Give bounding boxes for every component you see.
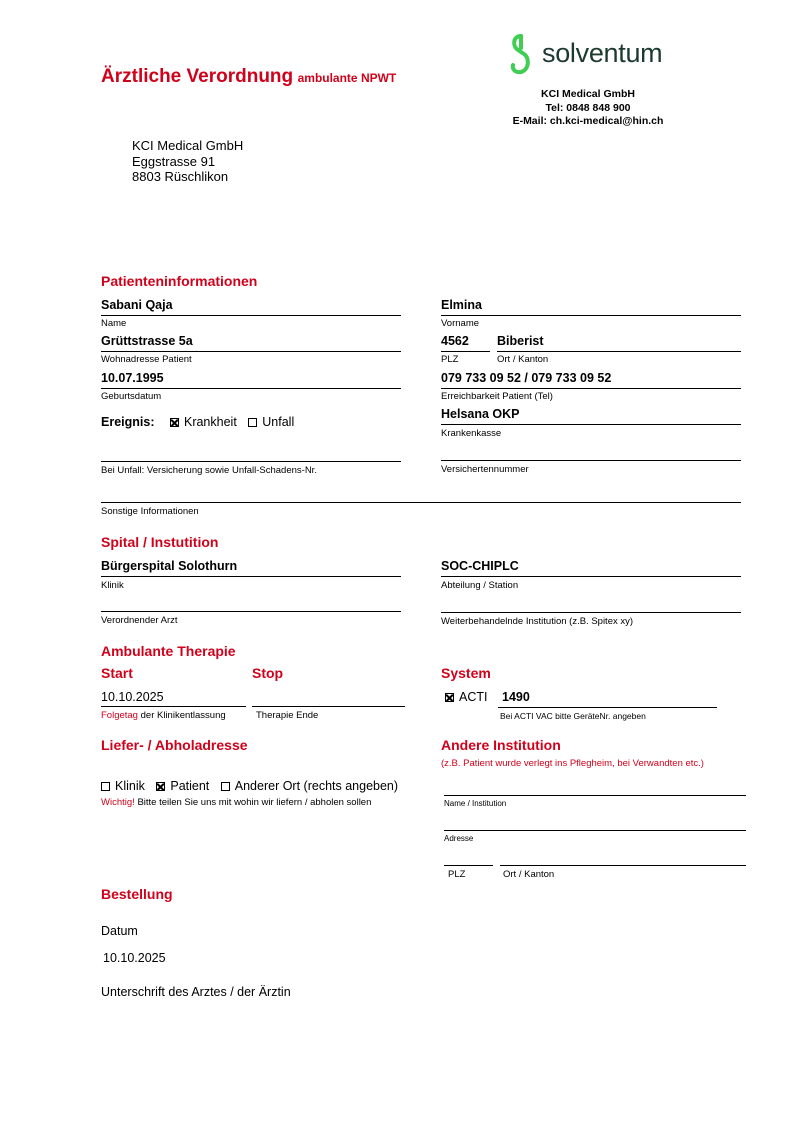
klinik-label: Klinik bbox=[101, 580, 124, 591]
abteilung-value[interactable]: SOC-CHIPLC bbox=[441, 559, 519, 573]
start-label: Start bbox=[101, 665, 133, 681]
patient-vorname-value[interactable]: Elmina bbox=[441, 298, 482, 312]
stop-input-line[interactable] bbox=[252, 706, 405, 707]
document-title: Ärztliche Verordnung bbox=[101, 66, 294, 87]
andere-ort-input-line[interactable] bbox=[500, 865, 746, 866]
divider bbox=[441, 315, 741, 316]
patient-ort-label: Ort / Kanton bbox=[497, 354, 549, 365]
unfall-label: Bei Unfall: Versicherung sowie Unfall-Schadens-Nr. bbox=[101, 465, 317, 476]
recipient-line3: 8803 Rüschlikon bbox=[132, 169, 229, 184]
versicherten-label: Versichertennummer bbox=[441, 464, 529, 475]
klinik-value[interactable]: Bürgerspital Solothurn bbox=[101, 559, 238, 573]
company-name: KCI Medical GmbH bbox=[541, 88, 635, 100]
checkbox-checked-icon[interactable] bbox=[445, 693, 454, 702]
sonstige-input-line[interactable] bbox=[101, 502, 741, 503]
weiter-label: Weiterbehandelnde Institution (z.B. Spitex xy) bbox=[441, 616, 634, 627]
section-patient: Patienteninformationen bbox=[101, 273, 258, 289]
liefer-patient-label: Patient bbox=[170, 779, 210, 793]
section-spital: Spital / Instutition bbox=[101, 534, 219, 550]
abteilung-label: Abteilung / Station bbox=[441, 580, 519, 591]
wichtig-text: Bitte teilen Sie uns mit wohin wir liefern / abholen sollen bbox=[137, 797, 372, 808]
divider bbox=[101, 351, 401, 352]
andere-note: (z.B. Patient wurde verlegt ins Pflegheim, bei Verwandten etc.) bbox=[441, 758, 704, 769]
checkbox-checked-icon[interactable] bbox=[170, 418, 179, 427]
therapie-ende-label: Therapie Ende bbox=[256, 710, 319, 721]
patient-phone-value[interactable]: 079 733 09 52 / 079 733 09 52 bbox=[441, 371, 612, 385]
patient-address-label: Wohnadresse Patient bbox=[101, 354, 192, 365]
andere-adresse-label: Adresse bbox=[444, 834, 474, 843]
company-phone: Tel: 0848 848 900 bbox=[545, 101, 631, 114]
divider bbox=[101, 706, 246, 707]
event-unfall-option[interactable] bbox=[248, 415, 294, 429]
divider bbox=[101, 315, 401, 316]
datum-value[interactable]: 10.10.2025 bbox=[103, 951, 166, 965]
arzt-input-line[interactable] bbox=[101, 611, 401, 612]
divider bbox=[441, 576, 741, 577]
event-row bbox=[101, 415, 294, 429]
krankenkasse-label: Krankenkasse bbox=[441, 428, 502, 439]
system-note: Bei ACTI VAC bitte GeräteNr. angeben bbox=[500, 711, 646, 721]
section-bestellung: Bestellung bbox=[101, 886, 173, 902]
wichtig-note bbox=[101, 797, 371, 808]
folgetag-red: Folgetag bbox=[101, 710, 138, 721]
divider bbox=[441, 351, 490, 352]
start-date-value[interactable]: 10.10.2025 bbox=[101, 690, 164, 704]
liefer-anderer-option[interactable] bbox=[221, 779, 398, 793]
checkbox-empty-icon[interactable] bbox=[221, 782, 230, 791]
patient-plz-value[interactable]: 4562 bbox=[441, 334, 469, 348]
andere-plz-label: PLZ bbox=[448, 869, 466, 880]
document-subtitle: ambulante NPWT bbox=[297, 71, 397, 85]
company-email: E-Mail: ch.kci-medical@hin.ch bbox=[512, 115, 664, 127]
liefer-klinik-label: Klinik bbox=[115, 779, 145, 793]
stop-label: Stop bbox=[252, 665, 284, 681]
system-name: ACTI bbox=[459, 690, 488, 704]
andere-ort-label: Ort / Kanton bbox=[503, 869, 555, 880]
event-unfall-label: Unfall bbox=[262, 415, 295, 429]
divider bbox=[441, 424, 741, 425]
section-liefer: Liefer- / Abholadresse bbox=[101, 737, 248, 753]
andere-name-label: Name / Institution bbox=[444, 799, 507, 808]
folgetag-label bbox=[101, 710, 226, 721]
andere-plz-input-line[interactable] bbox=[444, 865, 493, 866]
liefer-patient-option[interactable] bbox=[156, 779, 209, 793]
unfall-input-line[interactable] bbox=[101, 461, 401, 462]
event-krankheit-label: Krankheit bbox=[183, 415, 237, 429]
recipient-line1: KCI Medical GmbH bbox=[132, 138, 244, 153]
logo-text: solventum bbox=[542, 38, 663, 68]
logo-mark-icon bbox=[508, 34, 534, 78]
event-krankheit-option[interactable] bbox=[170, 415, 237, 429]
divider bbox=[101, 576, 401, 577]
liefer-klinik-option[interactable] bbox=[101, 779, 145, 793]
divider bbox=[497, 351, 741, 352]
recipient-address bbox=[132, 138, 243, 185]
patient-ort-value[interactable]: Biberist bbox=[497, 334, 544, 348]
krankenkasse-value[interactable]: Helsana OKP bbox=[441, 407, 520, 421]
system-number-value[interactable]: 1490 bbox=[502, 690, 530, 704]
liefer-options bbox=[101, 779, 398, 793]
versicherten-input-line[interactable] bbox=[441, 460, 741, 461]
liefer-anderer-label: Anderer Ort (rechts angeben) bbox=[234, 779, 399, 793]
patient-name-value[interactable]: Sabani Qaja bbox=[101, 298, 173, 312]
event-label: Ereignis: bbox=[101, 415, 155, 429]
weiter-input-line[interactable] bbox=[441, 612, 741, 613]
recipient-line2: Eggstrasse 91 bbox=[132, 153, 216, 169]
patient-name-label: Name bbox=[101, 318, 127, 329]
datum-label: Datum bbox=[101, 924, 138, 938]
divider bbox=[441, 388, 741, 389]
checkbox-empty-icon[interactable] bbox=[248, 418, 257, 427]
system-option[interactable] bbox=[445, 690, 487, 704]
divider bbox=[101, 388, 401, 389]
patient-phone-label: Erreichbarkeit Patient (Tel) bbox=[441, 391, 553, 402]
patient-address-value[interactable]: Grüttstrasse 5a bbox=[101, 334, 193, 348]
folgetag-rest: der Klinikentlassung bbox=[140, 710, 226, 721]
patient-birthdate-value[interactable]: 10.07.1995 bbox=[101, 371, 164, 385]
section-therapie: Ambulante Therapie bbox=[101, 643, 236, 659]
system-label: System bbox=[441, 665, 491, 681]
patient-vorname-label: Vorname bbox=[441, 318, 480, 329]
patient-birthdate-label: Geburtsdatum bbox=[101, 391, 162, 402]
andere-name-input-line[interactable] bbox=[444, 795, 746, 796]
document-title-row bbox=[101, 66, 396, 88]
section-andere: Andere Institution bbox=[441, 737, 561, 753]
sonstige-label: Sonstige Informationen bbox=[101, 506, 199, 517]
patient-plz-label: PLZ bbox=[441, 354, 459, 365]
checkbox-checked-icon[interactable] bbox=[156, 782, 165, 791]
wichtig-red: Wichtig! bbox=[101, 797, 135, 808]
arzt-label: Verordnender Arzt bbox=[101, 615, 178, 626]
andere-adresse-input-line[interactable] bbox=[444, 830, 746, 831]
signature-label: Unterschrift des Arztes / der Ärztin bbox=[101, 985, 291, 999]
divider bbox=[498, 707, 717, 708]
company-contact bbox=[500, 88, 676, 129]
checkbox-empty-icon[interactable] bbox=[101, 782, 110, 791]
solventum-logo bbox=[508, 34, 688, 78]
